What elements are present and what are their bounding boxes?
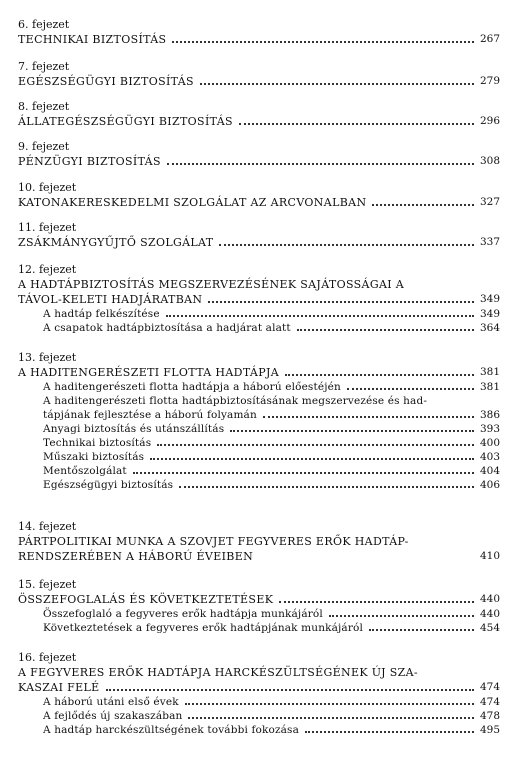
chapter-8	[18, 100, 500, 129]
section-entry	[18, 723, 500, 737]
chapter-title: A HADITENGERÉSZETI FLOTTA HADTÁPJA	[18, 366, 280, 379]
section-entry	[18, 607, 500, 621]
section-title: Egészségügyi biztosítás	[43, 479, 174, 491]
section-entry	[18, 695, 500, 709]
leader-dots	[285, 374, 474, 376]
page-number: 349	[479, 308, 500, 320]
page-number: 337	[479, 236, 500, 248]
leader-dots	[157, 444, 474, 446]
chapter-number: 7. fejezet	[18, 60, 70, 73]
chapter-12	[18, 263, 500, 335]
chapter-11	[18, 221, 500, 250]
chapter-title-line1: A HADTÁPBIZTOSÍTÁS MEGSZERVEZÉSÉNEK SAJÁTOSSÁGAI A	[18, 278, 405, 291]
section-entry	[18, 422, 500, 436]
chapter-title: TECHNIKAI BIZTOSÍTÁS	[18, 33, 167, 46]
chapter-title: EGÉSZSÉGÜGYI BIZTOSÍTÁS	[18, 75, 194, 88]
section-title: A fejlődés új szakaszában	[43, 710, 183, 722]
section-title: Következtetések a fegyveres erők hadtápjának munkájáról	[43, 622, 363, 634]
section-title: Technikai biztosítás	[43, 437, 152, 449]
leader-dots	[133, 472, 474, 474]
section-entry	[18, 709, 500, 723]
section-title: A háború utáni első évek	[43, 696, 179, 708]
leader-dots	[347, 388, 474, 390]
leader-dots	[369, 629, 474, 631]
page-number: 279	[479, 75, 500, 87]
leader-dots	[208, 301, 474, 303]
chapter-title-line1: A FEGYVERES ERŐK HADTÁPJA HARCKÉSZÜLTSÉGÉNEK ÚJ SZA-	[18, 666, 418, 679]
page-number: 478	[479, 710, 500, 722]
leader-dots	[297, 329, 474, 331]
page-number: 349	[479, 293, 500, 305]
page-number: 386	[479, 409, 500, 421]
section-entry	[18, 321, 500, 335]
chapter-title: ÖSSZEFOGLALÁS ÉS KÖVETKEZTETÉSEK	[18, 593, 274, 606]
chapter-title-line1: PÁRTPOLITIKAI MUNKA A SZOVJET FEGYVERES ERŐK HADTÁP-	[18, 535, 409, 548]
chapter-6	[18, 18, 500, 47]
chapter-title: ÁLLATEGÉSZSÉGÜGYI BIZTOSÍTÁS	[18, 115, 233, 128]
chapter-number: 14. fejezet	[18, 520, 77, 533]
chapter-title: KATONAKERESKEDELMI SZOLGÁLAT AZ ARCVONALBAN	[18, 196, 367, 209]
leader-dots	[372, 204, 474, 206]
page-number: 454	[479, 622, 500, 634]
page-number: 381	[479, 366, 500, 378]
leader-dots	[166, 315, 474, 317]
leader-dots	[179, 486, 474, 488]
chapter-number: 12. fejezet	[18, 263, 77, 276]
section-title: Anyagi biztosítás és utánszállítás	[43, 423, 225, 435]
chapter-title-line2: KASZAI FELÉ	[18, 681, 100, 694]
page-number: 267	[479, 33, 500, 45]
page-number: 495	[479, 724, 500, 736]
section-title: A hadtáp harckészültségének további fokozása	[43, 724, 299, 736]
page-number: 440	[479, 593, 500, 605]
section-entry	[18, 380, 500, 394]
leader-dots	[185, 703, 474, 705]
leader-dots	[172, 41, 474, 43]
chapter-15	[18, 578, 500, 635]
section-title: Összefoglaló a fegyveres erők hadtápja munkájáról	[43, 608, 323, 620]
leader-dots	[150, 458, 474, 460]
section-entry	[18, 621, 500, 635]
chapter-number: 13. fejezet	[18, 351, 77, 364]
leader-dots	[167, 163, 474, 165]
leader-dots	[279, 601, 474, 603]
page-number: 381	[479, 381, 500, 393]
section-title: Mentőszolgálat	[43, 465, 127, 477]
chapter-number: 9. fejezet	[18, 140, 70, 153]
chapter-13	[18, 351, 500, 492]
page-number: 404	[479, 465, 500, 477]
leader-dots	[263, 416, 474, 418]
section-title-line2: tápjának fejlesztése a háború folyamán	[43, 409, 257, 421]
leader-dots	[106, 689, 474, 691]
page-number: 364	[479, 322, 500, 334]
chapter-number: 10. fejezet	[18, 181, 77, 194]
page-number: 403	[479, 451, 500, 463]
section-entry	[18, 478, 500, 492]
page-number: 400	[479, 437, 500, 449]
leader-dots	[329, 615, 474, 617]
chapter-title: ZSÁKMÁNYGYŰJTŐ SZOLGÁLAT	[18, 236, 214, 249]
page-number: 474	[479, 696, 500, 708]
page-number: 406	[479, 479, 500, 491]
section-title: Műszaki biztosítás	[43, 451, 145, 463]
chapter-title-line2: TÁVOL-KELETI HADJÁRATBAN	[18, 293, 203, 306]
page-number: 308	[479, 155, 500, 167]
section-title: A csapatok hadtápbiztosítása a hadjárat alatt	[43, 322, 291, 334]
chapter-title: PÉNZÜGYI BIZTOSÍTÁS	[18, 155, 161, 168]
section-title-line1: A haditengerészeti flotta hadtápbiztosításának megszervezése és had-	[43, 395, 428, 407]
chapter-9	[18, 140, 500, 169]
page-number: 440	[479, 608, 500, 620]
section-entry	[18, 307, 500, 321]
chapter-number: 15. fejezet	[18, 578, 77, 591]
page-number: 296	[479, 115, 500, 127]
leader-dots	[219, 244, 474, 246]
chapter-7	[18, 60, 500, 89]
chapter-16	[18, 651, 500, 737]
chapter-number: 16. fejezet	[18, 651, 77, 664]
section-entry	[18, 464, 500, 478]
chapter-14	[18, 520, 500, 564]
leader-dots	[239, 123, 474, 125]
chapter-number: 11. fejezet	[18, 221, 77, 234]
leader-dots	[188, 717, 474, 719]
chapter-number: 8. fejezet	[18, 100, 70, 113]
section-entry	[18, 450, 500, 464]
section-title: A haditengerészeti flotta hadtápja a háború előestéjén	[43, 381, 341, 393]
leader-dots	[305, 731, 474, 733]
page-number: 327	[479, 196, 500, 208]
section-title: A hadtáp felkészítése	[43, 308, 160, 320]
chapter-title-line2: RENDSZERÉBEN A HÁBORÚ ÉVEIBEN	[18, 550, 254, 563]
leader-dots	[230, 430, 474, 432]
section-entry-line1	[18, 394, 500, 408]
leader-dots	[200, 83, 474, 85]
page-number: 410	[479, 550, 500, 562]
section-entry	[18, 408, 500, 422]
section-entry	[18, 436, 500, 450]
page-number: 393	[479, 423, 500, 435]
chapter-10	[18, 181, 500, 210]
page-number: 474	[479, 681, 500, 693]
chapter-number: 6. fejezet	[18, 18, 70, 31]
